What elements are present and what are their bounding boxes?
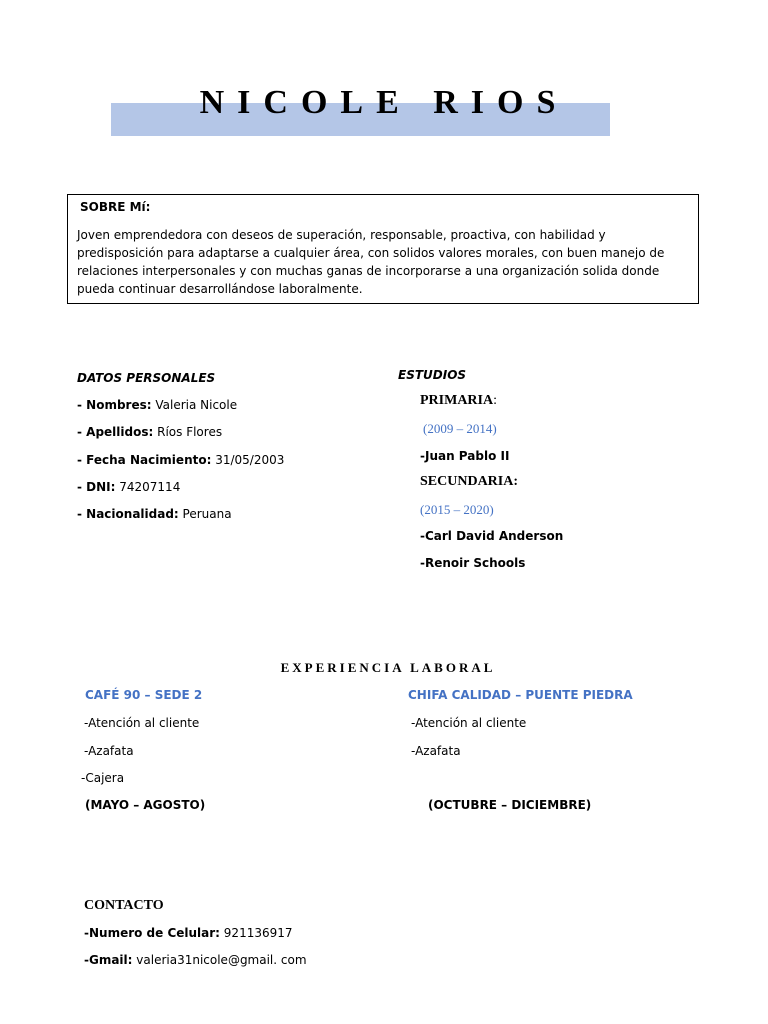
personal-label: - DNI: (77, 480, 116, 494)
secondary-school-2: -Renoir Schools (420, 556, 526, 570)
contact-email-label: -Gmail: (84, 953, 133, 967)
secondary-label: SECUNDARIA: (420, 474, 519, 489)
secondary-years: (2015 – 2020) (420, 502, 494, 517)
personal-item-nationality (77, 507, 232, 521)
personal-value: Peruana (178, 507, 232, 521)
personal-value: 31/05/2003 (211, 453, 285, 467)
contact-phone (84, 926, 293, 940)
studies-section-title: ESTUDIOS (398, 368, 467, 382)
personal-item-names (77, 398, 237, 412)
contact-section-title: CONTACTO (84, 898, 164, 913)
personal-item-surnames (77, 425, 222, 439)
contact-phone-label: -Numero de Celular: (84, 926, 220, 940)
personal-value: Valeria Nicole (151, 398, 238, 412)
job-period: (MAYO – AGOSTO) (85, 798, 206, 812)
primary-years: (2009 – 2014) (423, 421, 497, 436)
personal-label: - Nombres: (77, 398, 152, 412)
job-duty: -Atención al cliente (84, 716, 200, 730)
personal-item-birthdate (77, 453, 284, 467)
personal-item-dni (77, 480, 180, 494)
page-title: NICOLE RIOS (199, 84, 569, 121)
personal-label: - Apellidos: (77, 425, 154, 439)
personal-section-title: DATOS PERSONALES (77, 371, 216, 385)
job-company: CAFÉ 90 – SEDE 2 (85, 688, 203, 702)
experience-section-title: EXPERIENCIA LABORAL (280, 660, 496, 675)
contact-email-value: valeria31nicole@gmail. com (132, 953, 307, 967)
contact-phone-value: 921136917 (219, 926, 293, 940)
secondary-school-1: -Carl David Anderson (420, 529, 564, 543)
personal-value: 74207114 (115, 480, 181, 494)
job-duty: -Azafata (411, 744, 461, 758)
personal-value: Ríos Flores (153, 425, 223, 439)
personal-label: - Nacionalidad: (77, 507, 179, 521)
job-duty: -Azafata (84, 744, 134, 758)
primary-colon: : (493, 393, 497, 408)
primary-heading (420, 393, 497, 409)
job-company: CHIFA CALIDAD – PUENTE PIEDRA (408, 688, 633, 702)
job-duty: -Atención al cliente (411, 716, 527, 730)
about-text: Joven emprendedora con deseos de superación, responsable, proactiva, con habilidad y predisposición para adaptarse a cualquier área, con solidos valores morales, con buen manejo de relaciones interpersonales y con muchas ganas de incorporarse a una organización solida donde pueda continuar desarrollándose laboralmente. (77, 228, 665, 296)
job-period: (OCTUBRE – DICIEMBRE) (428, 798, 592, 812)
primary-school: -Juan Pablo II (420, 449, 510, 463)
primary-label: PRIMARIA (420, 393, 494, 408)
personal-label: - Fecha Nacimiento: (77, 453, 212, 467)
about-title: SOBRE Mí: (80, 200, 151, 214)
contact-email (84, 953, 307, 967)
job-duty: -Cajera (81, 771, 125, 785)
about-section (67, 194, 699, 304)
